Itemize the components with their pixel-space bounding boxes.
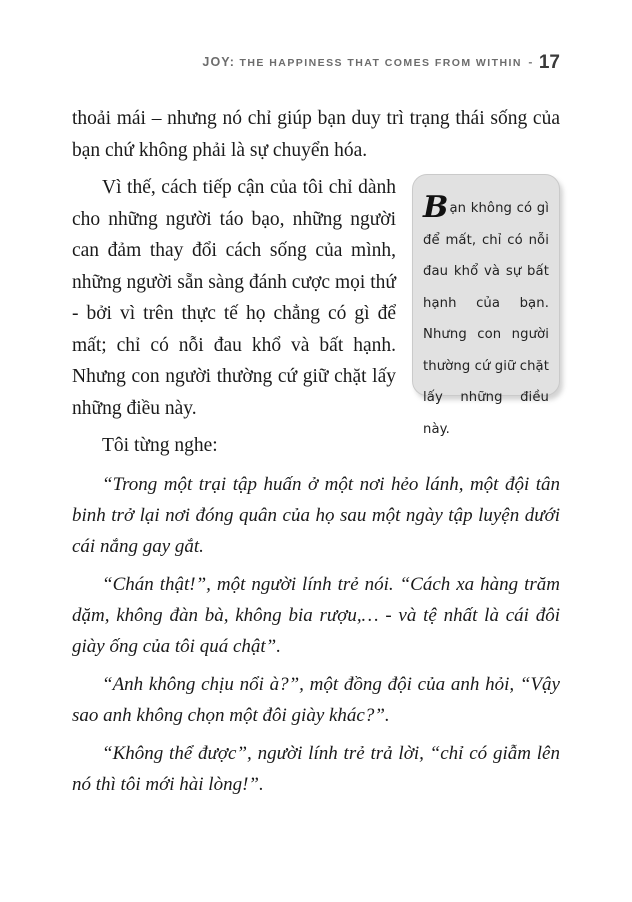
- paragraph-with-pullquote: [72, 172, 560, 437]
- paragraph-text: Vì thế, cách tiếp cận của tôi chỉ dành cho những người táo bạo, những người can đảm thay đổi cách sống của mình, những người sẵn sàng đánh cược mọi thứ - bởi vì trên thực tế họ chẳng có gì để mất; chỉ có nỗi đau khổ và bất hạnh. Nhưng con người thường cứ giữ chặt lấy những điều này.: [72, 177, 396, 419]
- running-head-title-rest: THE HAPPINESS THAT COMES FROM WITHIN: [239, 57, 522, 69]
- paragraph-continuation: thoải mái – nhưng nó chỉ giúp bạn duy trì trạng thái sống của bạn chứ không phải là sự chuyển hóa.: [72, 108, 560, 161]
- pullquote-dropcap: B: [423, 190, 449, 225]
- pullquote-body: ạn không có gì để mất, chỉ có nỗi đau khổ và sự bất hạnh của bạn. Nhưng con người thường cứ giữ chặt lấy những điều này.: [423, 201, 549, 437]
- page-body: [72, 103, 560, 800]
- pullquote-text: [423, 190, 549, 437]
- paragraph-intro-line: Tôi từng nghe:: [102, 435, 218, 456]
- pullquote-box: [412, 174, 560, 437]
- quoted-paragraph-3: “Anh không chịu nổi à?”, một đồng đội của anh hỏi, “Vậy sao anh không chọn một đôi giày khác?”.: [72, 673, 560, 726]
- quoted-paragraph-4: “Không thể được”, người lính trẻ trả lời, “chỉ có giẫm lên nó thì tôi mới hài lòng!”.: [72, 742, 560, 795]
- quoted-paragraph-1: “Trong một trại tập huấn ở một nơi hẻo lánh, một đội tân binh trở lại nơi đóng quân của họ sau một ngày tập luyện dưới cái nắng gay gắt.: [72, 473, 560, 557]
- page-number: 17: [538, 52, 560, 73]
- quoted-paragraph-2: “Chán thật!”, một người lính trẻ nói. “Cách xa hàng trăm dặm, không đàn bà, không bia rượu,… - và tệ nhất là cái đôi giày ống của tôi quá chật”.: [72, 573, 560, 657]
- running-head-title-bold: JOY:: [202, 55, 236, 69]
- running-head-separator: -: [528, 55, 533, 69]
- running-head: [72, 50, 560, 72]
